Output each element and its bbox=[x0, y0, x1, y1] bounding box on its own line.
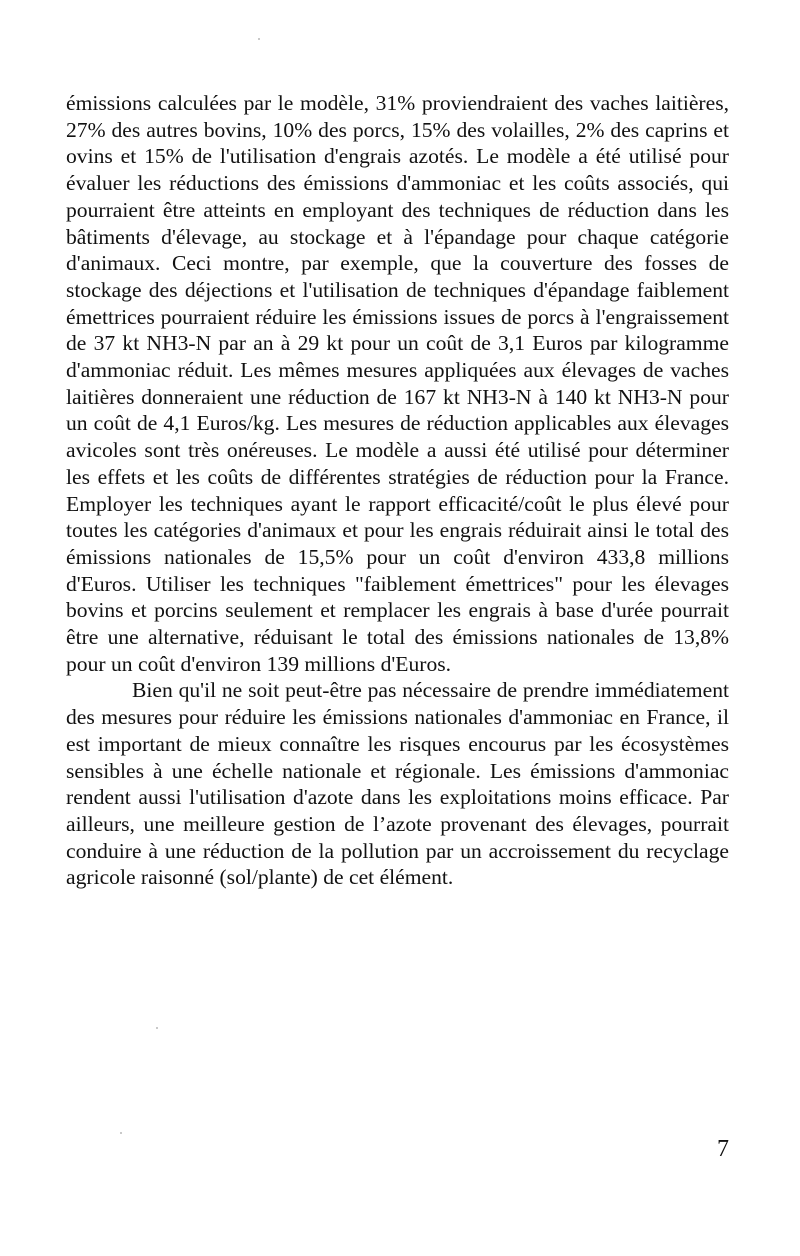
paragraph-2: Bien qu'il ne soit peut-être pas nécessaire de prendre immédiatement des mesures pour réduire les émissions nationales d'ammoniac en France, il est important de mieux connaître les risques encourus par les écosystèmes sensibles à une échelle nationale et régionale. Les émissions d'ammoniac rendent aussi l'utilisation d'azote dans les exploitations moins efficace. Par ailleurs, une meilleure gestion de l’azote provenant des élevages, pourrait conduire à une réduction de la pollution par un accroissement du recyclage agricole raisonné (sol/plante) de cet élément. bbox=[66, 678, 729, 890]
paragraph-1: émissions calculées par le modèle, 31% proviendraient des vaches laitières, 27% des autres bovins, 10% des porcs, 15% des volailles, 2% des caprins et ovins et 15% de l'utilisation d'engrais azotés. Le modèle a été utilisé pour évaluer les réductions des émissions d'ammoniac et les coûts associés, qui pourraient être atteints en employant des techniques de réduction dans les bâtiments d'élevage, au stockage et à l'épandage pour chaque catégorie d'animaux. Ceci montre, par exemple, que la couverture des fosses de stockage des déjections et l'utilisation de techniques d'épandage faiblement émettrices pourraient réduire les émissions issues de porcs à l'engraissement de 37 kt NH3-N par an à 29 kt pour un coût de 3,1 Euros par kilogramme d'ammoniac réduit. Les mêmes mesures appliquées aux élevages de vaches laitières donneraient une réduction de 167 kt NH3-N à 140 kt NH3-N pour un coût de 4,1 Euros/kg. Les mesures de réduction applicables aux élevages avicoles sont très onéreuses. Le modèle a aussi été utilisé pour déterminer les effets et les coûts de différentes stratégies de réduction pour la France. Employer les techniques ayant le rapport efficacité/coût le plus élevé pour toutes les catégories d'animaux et pour les engrais réduirait ainsi le total des émissions nationales de 15,5% pour un coût d'environ 433,8 millions d'Euros. Utiliser les techniques "faiblement émettrices" pour les élevages bovins et porcins seulement et remplacer les engrais à base d'urée pourrait être une alternative, réduisant le total des émissions nationales de 13,8% pour un coût d'environ 139 millions d'Euros. bbox=[66, 91, 729, 676]
scan-speck bbox=[120, 1132, 122, 1134]
scan-speck bbox=[258, 38, 260, 40]
page-number: 7 bbox=[717, 1136, 729, 1162]
scan-speck bbox=[156, 1027, 158, 1029]
body-text bbox=[66, 90, 729, 891]
